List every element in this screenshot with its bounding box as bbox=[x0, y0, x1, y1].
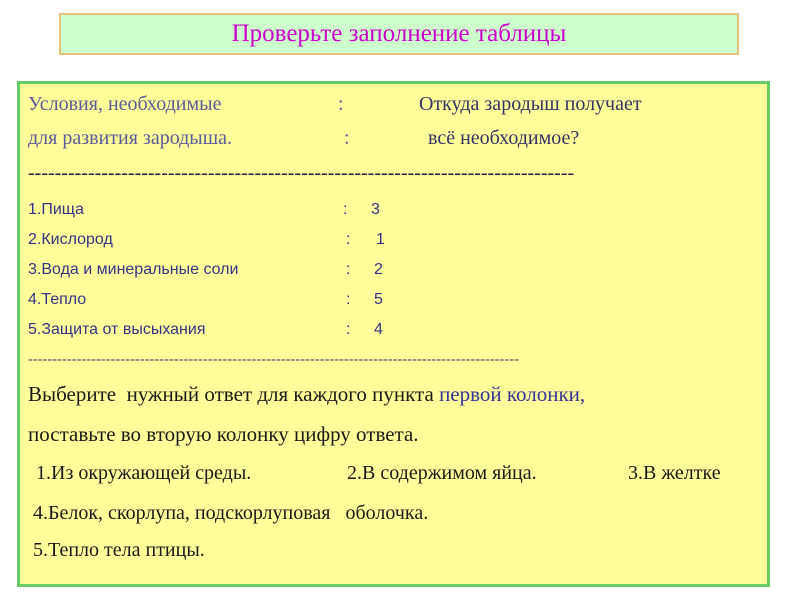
row-label-3: 3.Вода и минеральные соли bbox=[28, 261, 239, 278]
row-sep-3: : bbox=[346, 261, 351, 278]
answer-2: 2.В содержимом яйца. bbox=[347, 462, 537, 484]
header-sep1: : bbox=[338, 93, 344, 115]
row-label-5: 5.Защита от высыхания bbox=[28, 321, 206, 338]
instruction-line1-text: Выберите нужный ответ для каждого пункта bbox=[28, 382, 440, 406]
divider-top: ---------------------------------------------------------------------------------- bbox=[28, 162, 575, 184]
row-sep-5: : bbox=[346, 321, 351, 338]
row-value-5: 4 bbox=[374, 321, 383, 338]
header-col2-line1: Откуда зародыш получает bbox=[419, 93, 642, 115]
row-label-1: 1.Пища bbox=[28, 201, 84, 218]
answer-3: 3.В желтке bbox=[628, 462, 721, 484]
row-value-4: 5 bbox=[374, 291, 383, 308]
instruction-line1 bbox=[28, 382, 585, 407]
answer-4: 4.Белок, скорлупа, подскорлуповая оболочка. bbox=[33, 502, 429, 524]
title-banner bbox=[59, 13, 739, 55]
row-label-2: 2.Кислород bbox=[28, 231, 113, 248]
page-title: Проверьте заполнение таблицы bbox=[231, 20, 567, 47]
row-value-2: 1 bbox=[376, 231, 385, 248]
header-col1-line2: для развития зародыша. bbox=[28, 127, 233, 149]
answer-1: 1.Из окружающей среды. bbox=[36, 462, 252, 484]
row-value-1: 3 bbox=[371, 201, 380, 218]
content-box bbox=[17, 81, 770, 587]
header-col2-line2: всё необходимое? bbox=[428, 127, 580, 149]
row-value-3: 2 bbox=[374, 261, 383, 278]
instruction-highlight: первой колонки, bbox=[439, 382, 586, 406]
answer-5: 5.Тепло тела птицы. bbox=[33, 539, 205, 561]
header-col1-line1: Условия, необходимые bbox=[28, 93, 222, 115]
row-label-4: 4.Тепло bbox=[28, 291, 87, 308]
row-sep-1: : bbox=[343, 201, 348, 218]
row-sep-2: : bbox=[346, 231, 351, 248]
instruction-line2: поставьте во вторую колонку цифру ответа. bbox=[28, 422, 419, 446]
row-sep-4: : bbox=[346, 291, 351, 308]
divider-bottom: ----------------------------------------------------------------------------------------------------- bbox=[28, 352, 520, 367]
header-sep2: : bbox=[344, 127, 350, 149]
